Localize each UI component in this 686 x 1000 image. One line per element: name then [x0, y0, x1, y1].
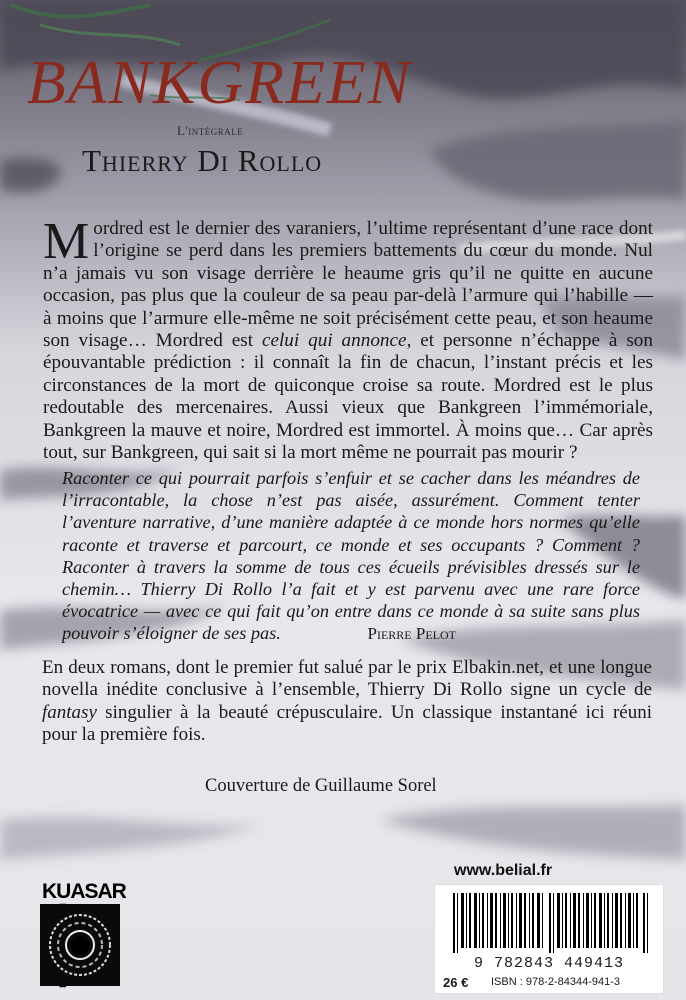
- barcode-number: 9 782843 449413: [473, 955, 625, 972]
- review-quote: Raconter ce qui pourrait parfois s’enfuir et se cacher dans les méandres de l’irracontable, la chose n’est pas aisée, assurément. Comment tenter l’aventure narrative, d’une manière adaptée à ce monde hors normes qu’elle raconte et traverse et parcourt, ce monde et ses occupants ? Comment ? Raconter à travers la somme de tous ces écueils prévisibles dressés sur le chemin… Thierry Di Rollo l’a fait et y est parvenu avec une rare force évocatrice — avec ce qui fait qu’on entre dans ce monde à sa suite sans plus pouvoir s’éloigner de ses pas.: [62, 468, 640, 644]
- barcode-icon: [453, 893, 653, 953]
- synopsis-paragraph: [43, 213, 653, 464]
- collection-name: KUASAR: [42, 880, 126, 903]
- black-hole-icon: [40, 904, 120, 986]
- book-author: Thierry Di Rollo: [82, 143, 323, 178]
- isbn: ISBN : 978-2-84344-941-3: [491, 976, 621, 988]
- book-title-text: BANKGREEN: [27, 49, 414, 115]
- book-subtitle: L'intégrale: [177, 123, 244, 138]
- synopsis-emphasis: celui qui annonce: [261, 330, 407, 352]
- publisher-website: www.belial.fr: [454, 862, 553, 879]
- barcode-panel: [434, 884, 664, 994]
- quote-author: Pierre Pelot: [367, 624, 456, 643]
- kuasar-collection-logo: [28, 880, 126, 990]
- drop-cap: M: [43, 213, 90, 270]
- cover-credit: Couverture de Guillaume Sorel: [205, 776, 437, 796]
- edition-paragraph: [42, 657, 652, 747]
- edition-emphasis: fantasy: [42, 701, 97, 723]
- edition-text-part2: singulier à la beauté crépusculaire. Un classique instantané ici réuni pour la première fois.: [42, 701, 652, 746]
- synopsis-text-part1: ordred est le dernier des varaniers, l’ultime représentant d’une race dont l’origine se perd dans les premiers battements du cœur du monde. Nul n’a jamais vu son visage derrière le heaume gris qu’il ne quitte en aucune occasion, pas plus que la couleur de sa peau par-delà l’armure qui l’habille — à moins que l’armure elle-même ne soit précisément cette peau, et son heaume son visage… Mordred est: [43, 218, 653, 352]
- synopsis-text-part2: , et personne n’échappe à son épouvantable prédiction : il connaît la fin de chacun, l’instant précis et les circonstances de la mort de quiconque croise sa route. Mordred est le plus redoutable des mercenaires. Aussi vieux que Bankgreen l’immémoriale, Bankgreen la mauve et noire, Mordred est immortel. À moins que… Car après tout, sur Bankgreen, qui sait si la mort même ne pourrait pas mourir ?: [43, 330, 653, 464]
- price: 26 €: [443, 975, 469, 990]
- book-title: [22, 45, 422, 115]
- edition-text-part1: En deux romans, dont le premier fut salué par le prix Elbakin.net, et une longue novella inédite conclusive à l’ensemble, Thierry Di Rollo signe un cycle de: [42, 657, 652, 701]
